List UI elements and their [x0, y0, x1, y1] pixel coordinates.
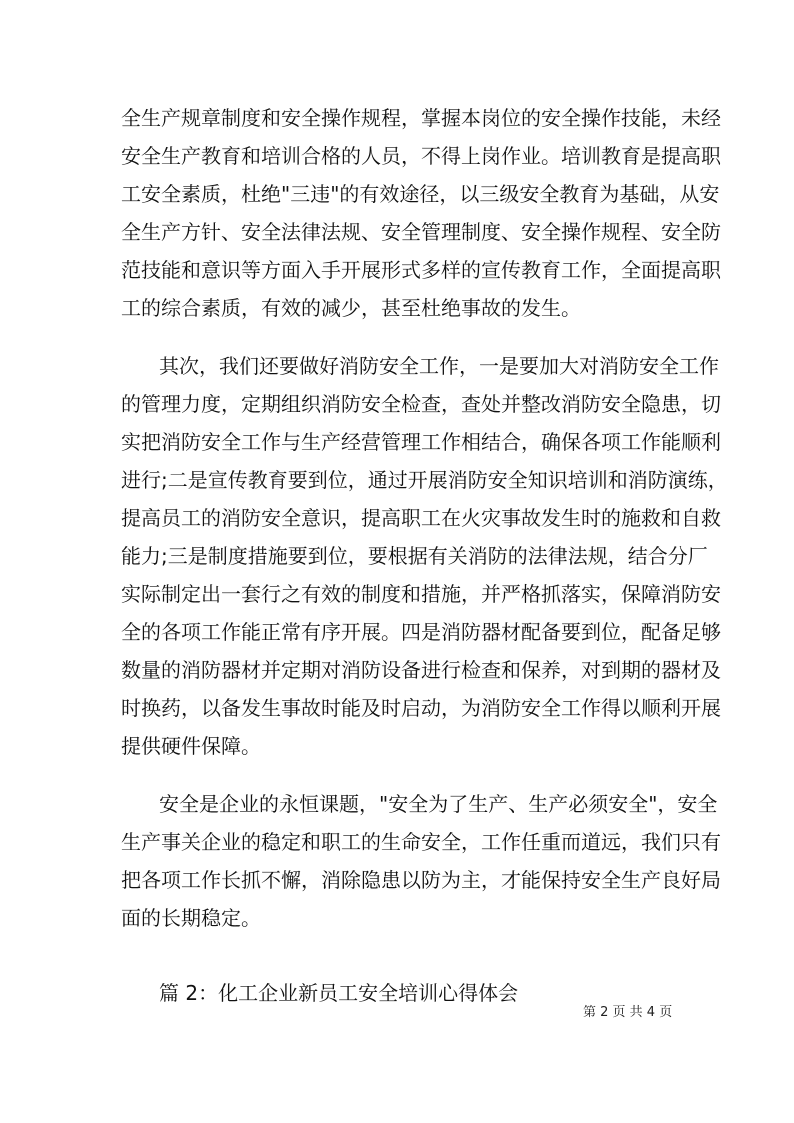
paragraph-2-line-9: 数量的消防器材并定期对消防设备进行检查和保养，对到期的器材及: [121, 658, 721, 682]
paragraph-2-line-6: 能力;三是制度措施要到位，要根据有关消防的法律法规，结合分厂: [121, 544, 708, 568]
paragraph-2-line-7: 实际制定出一套行之有效的制度和措施，并严格抓落实，保障消防安: [121, 582, 721, 606]
paragraph-1-line-5: 范技能和意识等方面入手开展形式多样的宣传教育工作，全面提高职: [121, 258, 721, 282]
paragraph-3-line-2: 生产事关企业的稳定和职工的生命安全，工作任重而道远，我们只有: [121, 830, 721, 854]
page-number-footer: 第 2 页 共 4 页: [583, 1005, 673, 1020]
paragraph-2-line-10: 时换药，以备发生事故时能及时启动，为消防安全工作得以顺利开展: [121, 696, 721, 720]
paragraph-2-line-11: 提供硬件保障。: [121, 734, 261, 758]
paragraph-1-line-4: 全生产方针、安全法律法规、安全管理制度、安全操作规程、安全防: [121, 220, 721, 244]
paragraph-1-line-3: 工安全素质，杜绝"三违"的有效途径，以三级安全教育为基础，从安: [121, 182, 720, 206]
paragraph-3-line-1: 安全是企业的永恒课题，"安全为了生产、生产必须安全"，安全: [159, 792, 718, 816]
paragraph-2-line-8: 全的各项工作能正常有序开展。四是消防器材配备要到位，配备足够: [121, 620, 721, 644]
paragraph-2-line-3: 实把消防安全工作与生产经营管理工作相结合，确保各项工作能顺利: [121, 430, 721, 454]
paragraph-1-line-6: 工的综合素质，有效的减少，甚至杜绝事故的发生。: [121, 296, 581, 320]
paragraph-2-line-2: 的管理力度，定期组织消防安全检查，查处并整改消防安全隐患，切: [121, 392, 721, 416]
paragraph-2-line-5: 提高员工的消防安全意识，提高职工在火灾事故发生时的施救和自救: [121, 506, 721, 530]
paragraph-1-line-2: 安全生产教育和培训合格的人员，不得上岗作业。培训教育是提高职: [121, 144, 721, 168]
paragraph-2-line-1: 其次，我们还要做好消防安全工作，一是要加大对消防安全工作: [159, 354, 719, 378]
paragraph-2-line-4: 进行;二是宣传教育要到位，通过开展消防安全知识培训和消防演练，: [121, 468, 728, 492]
paragraph-3-line-4: 面的长期稳定。: [121, 906, 261, 930]
section-heading: 篇 2：化工企业新员工安全培训心得体会: [159, 981, 519, 1005]
paragraph-1-line-1: 全生产规章制度和安全操作规程，掌握本岗位的安全操作技能，未经: [121, 106, 721, 130]
paragraph-3-line-3: 把各项工作长抓不懈，消除隐患以防为主，才能保持安全生产良好局: [121, 868, 721, 892]
